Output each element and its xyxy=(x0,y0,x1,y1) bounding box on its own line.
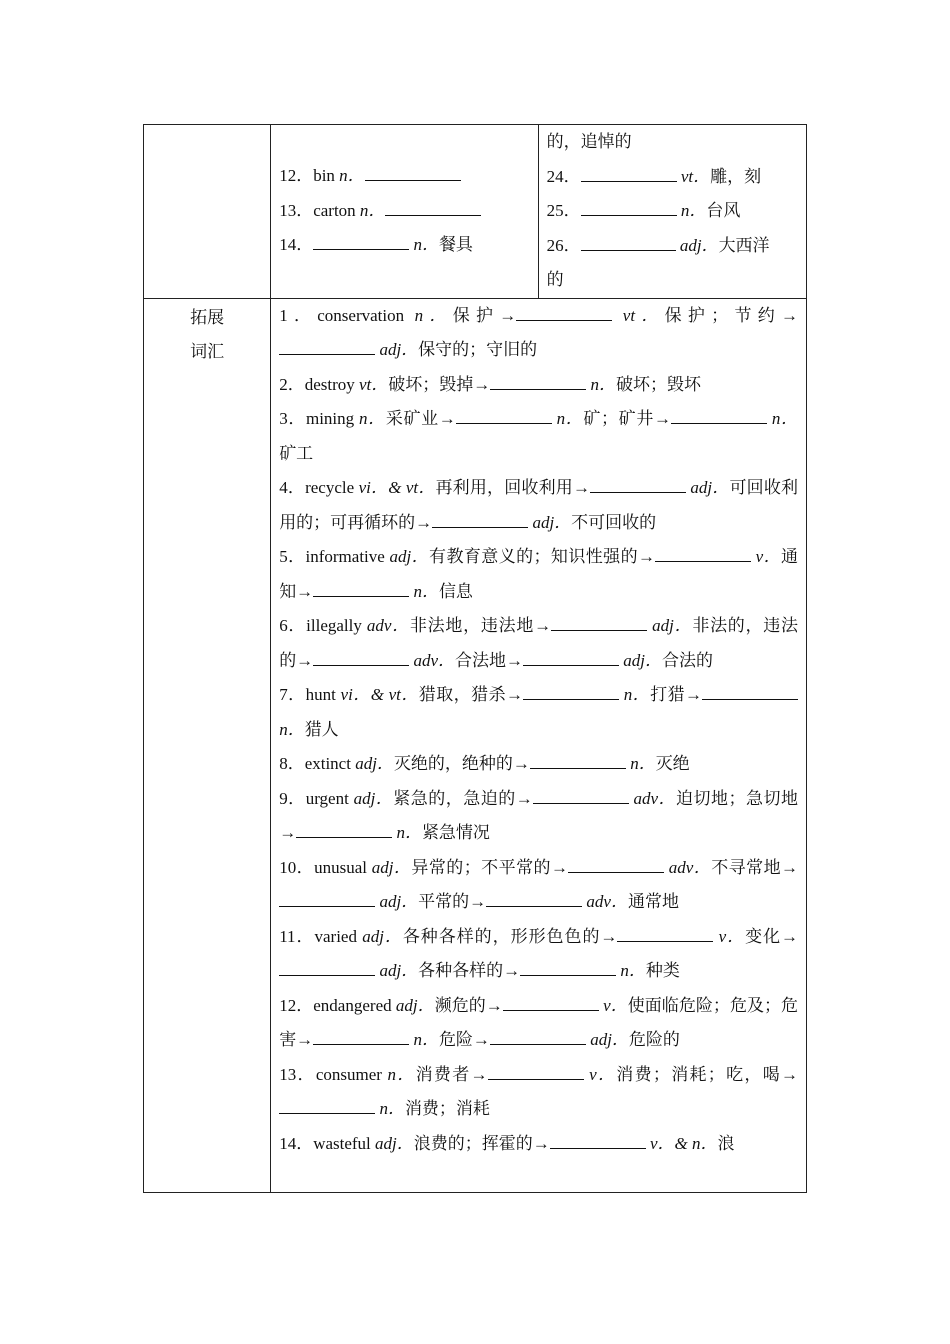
list-item: 14． n．餐具 xyxy=(279,235,473,254)
vocabulary-table xyxy=(143,124,807,1193)
answer-blank[interactable] xyxy=(313,1029,409,1045)
expansion-word-list xyxy=(271,298,807,1192)
list-item: 1．conservation n．保护→ vt．保护；节约→ adj．保守的；守旧的 xyxy=(279,305,799,359)
list-item: 4．recycle vi．& vt．再利用，回收利用→ adj．可回收利用的；可再循环的→ adj．不可回收的 xyxy=(279,478,799,532)
answer-blank[interactable] xyxy=(490,374,586,390)
answer-blank[interactable] xyxy=(503,995,599,1011)
answer-blank[interactable] xyxy=(530,753,626,769)
answer-blank[interactable] xyxy=(296,822,392,838)
empty-label-cell xyxy=(144,125,271,299)
answer-blank[interactable] xyxy=(550,1133,646,1149)
answer-blank[interactable] xyxy=(523,650,619,666)
answer-blank[interactable] xyxy=(702,684,798,700)
answer-blank[interactable] xyxy=(551,615,647,631)
answer-blank[interactable] xyxy=(655,546,751,562)
answer-blank[interactable] xyxy=(488,1064,584,1080)
answer-blank[interactable] xyxy=(313,581,409,597)
answer-blank[interactable] xyxy=(279,960,375,976)
right-word-list xyxy=(538,125,806,299)
answer-blank[interactable] xyxy=(581,166,677,182)
vocabulary-table-page xyxy=(143,124,807,1189)
list-item: 7．hunt vi．& vt．猎取，猎杀→ n．打猎→ n．猎人 xyxy=(279,678,798,747)
list-item: 13．carton n． xyxy=(279,194,529,229)
answer-blank[interactable] xyxy=(313,234,409,250)
answer-blank[interactable] xyxy=(581,235,676,251)
answer-blank[interactable] xyxy=(523,684,619,700)
answer-blank[interactable] xyxy=(385,200,481,216)
list-item: 13．consumer n．消费者→ v．消费；消耗；吃，喝→ n．消费；消耗 xyxy=(279,1064,799,1118)
answer-blank[interactable] xyxy=(590,477,686,493)
list-item: 11．varied adj．各种各样的，形形色色的→ v．变化→ adj．各种各样的→ n．种类 xyxy=(279,926,799,980)
list-item: 14．wasteful adj．浪费的；挥霍的→ v．& n．浪 xyxy=(279,1133,735,1153)
section-label: 拓展 词汇 xyxy=(144,298,271,1192)
carry-over-text: 的，追悼的 xyxy=(546,132,632,151)
list-item: 5．informative adj．有教育意义的；知识性强的→ v．通知→ n．信息 xyxy=(279,547,799,601)
list-item: 6．illegally adv．非法地，违法地→ adj．非法的，违法的→ adv．合法地→ adj．合法的 xyxy=(279,616,799,670)
answer-blank[interactable] xyxy=(313,650,409,666)
answer-blank[interactable] xyxy=(486,891,582,907)
expansion-row xyxy=(144,298,807,1192)
answer-blank[interactable] xyxy=(279,891,375,907)
answer-blank[interactable] xyxy=(279,339,375,355)
answer-blank[interactable] xyxy=(520,960,616,976)
answer-blank[interactable] xyxy=(456,408,552,424)
continued-row xyxy=(144,125,807,299)
answer-blank[interactable] xyxy=(533,788,629,804)
list-item-continuation: 的 xyxy=(546,270,564,289)
list-item: 12．bin n． xyxy=(279,159,529,194)
list-item: 8．extinct adj．灭绝的，绝种的→ n．灭绝 xyxy=(279,754,690,773)
list-item: 2．destroy vt．破坏；毁掉→ n．破坏；毁坏 xyxy=(279,374,702,394)
list-item: 12．endangered adj．濒危的→ v．使面临危险；危及；危害→ n．危险→ adj．危险的 xyxy=(279,995,799,1049)
answer-blank[interactable] xyxy=(490,1029,586,1045)
list-item: 3．mining n．采矿业→ n．矿；矿井→ n．矿工 xyxy=(279,409,798,463)
answer-blank[interactable] xyxy=(671,408,767,424)
list-item: 9．urgent adj．紧急的，急迫的→ adv．迫切地；急切地→ n．紧急情况 xyxy=(279,788,799,842)
answer-blank[interactable] xyxy=(568,857,664,873)
answer-blank[interactable] xyxy=(432,512,528,528)
list-item: 25． n．台风 xyxy=(546,201,741,220)
list-item: 26． adj．大西洋 xyxy=(546,235,770,255)
answer-blank[interactable] xyxy=(365,165,461,181)
answer-blank[interactable] xyxy=(617,926,713,942)
answer-blank[interactable] xyxy=(279,1098,375,1114)
list-item: 10．unusual adj．异常的；不平常的→ adv．不寻常地→ adj．平常的→ adv．通常地 xyxy=(279,857,799,911)
answer-blank[interactable] xyxy=(516,305,612,321)
left-word-list xyxy=(271,125,538,299)
list-item: 24． vt．雕，刻 xyxy=(546,166,762,186)
answer-blank[interactable] xyxy=(581,200,677,216)
